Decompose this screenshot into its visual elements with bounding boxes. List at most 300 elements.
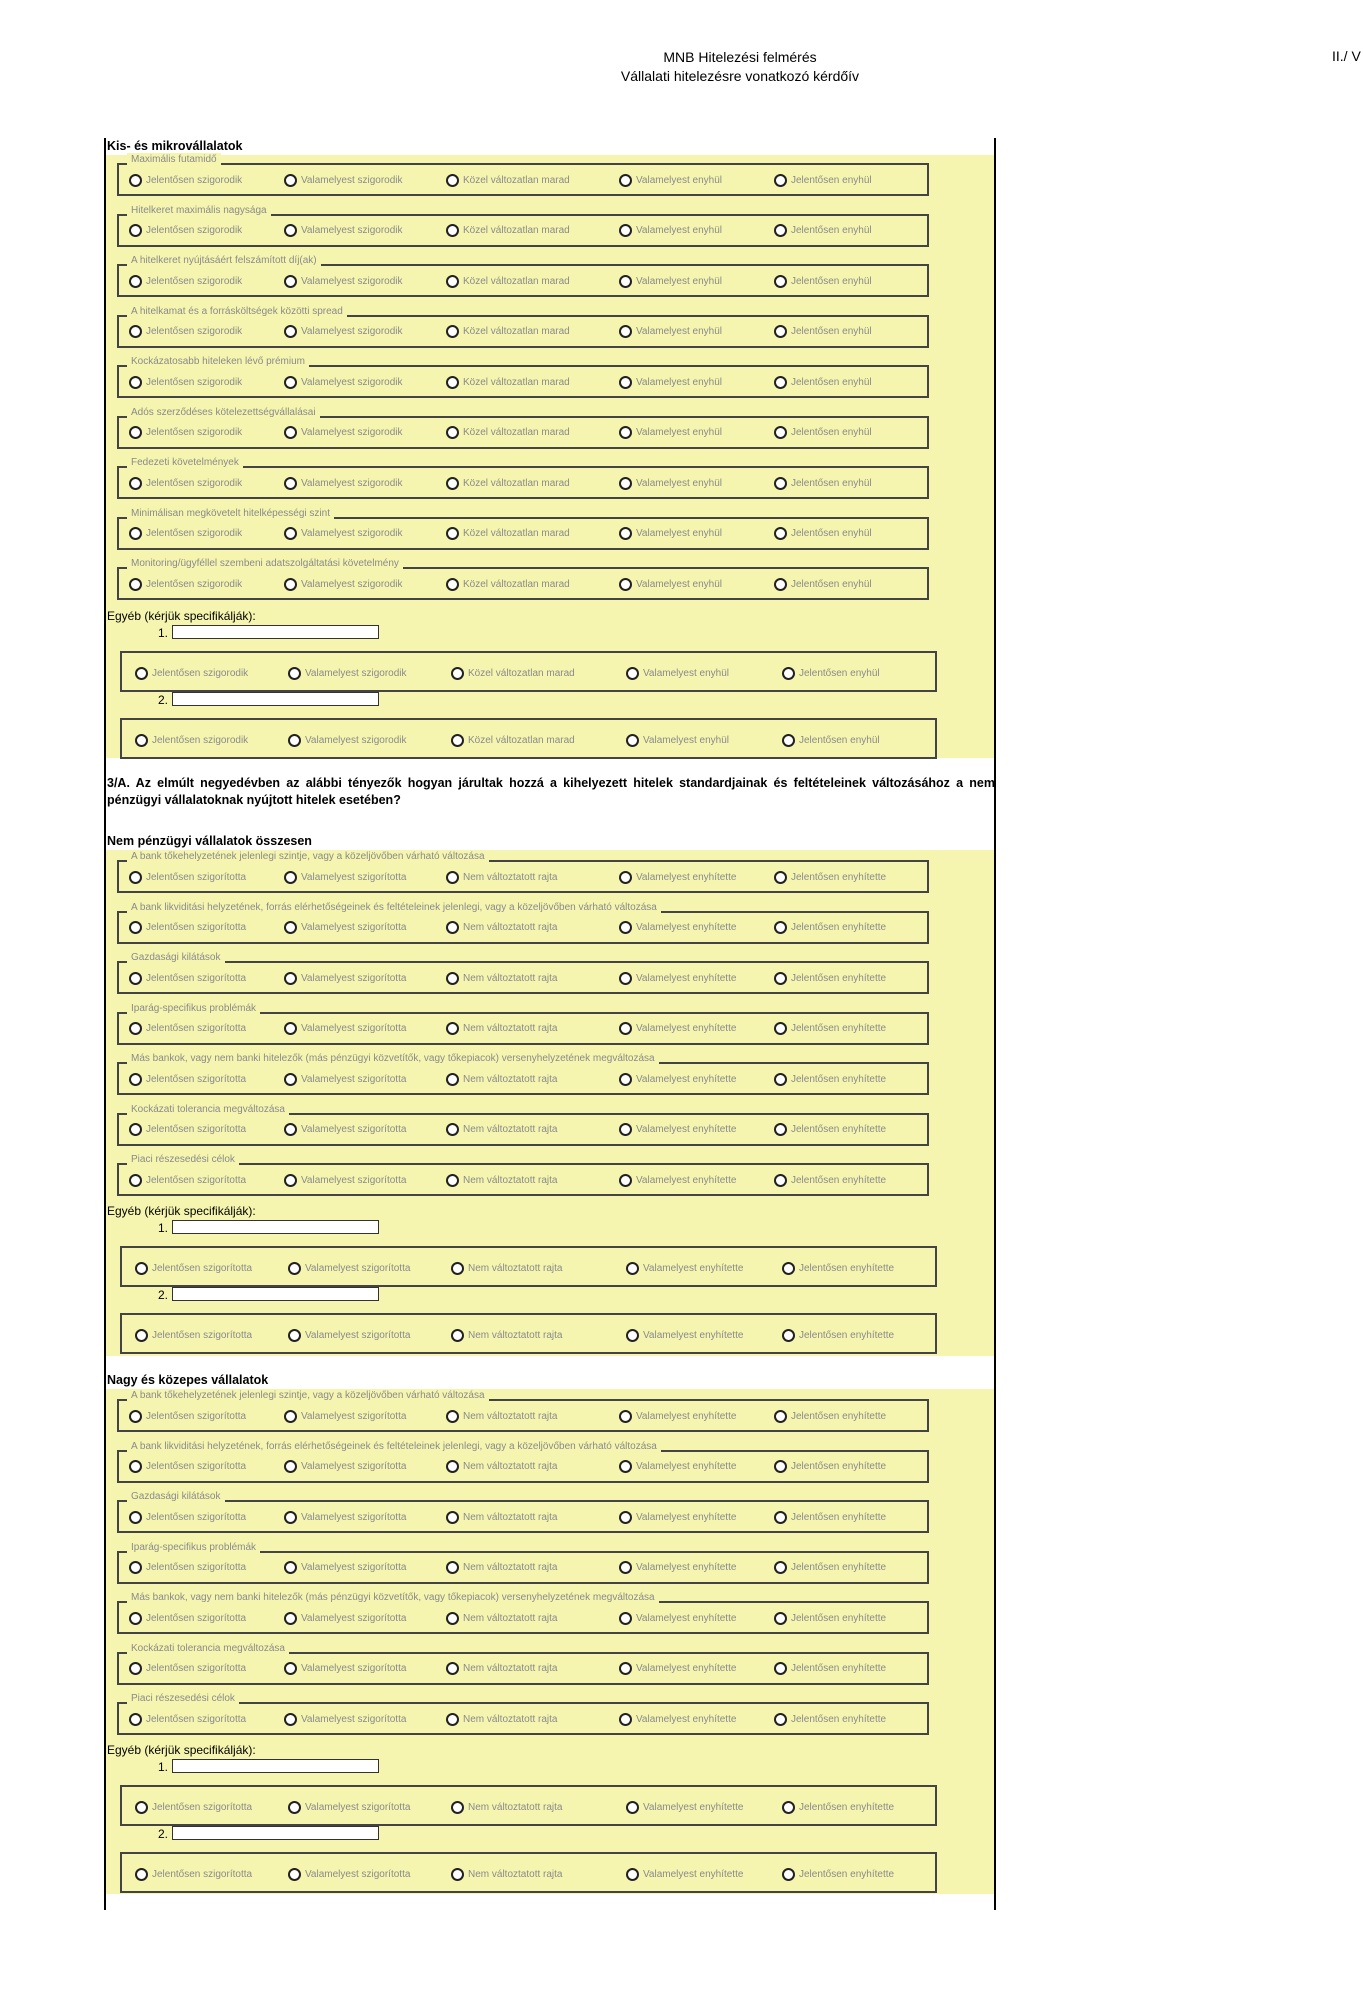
radio-circle-icon[interactable] [782, 1329, 795, 1342]
radio-option[interactable] [619, 970, 736, 986]
radio-option[interactable] [626, 1799, 743, 1815]
radio-circle-icon[interactable] [774, 527, 787, 540]
radio-option[interactable] [774, 1610, 886, 1626]
radio-option[interactable] [135, 1327, 252, 1343]
radio-option[interactable] [774, 475, 872, 491]
radio-circle-icon[interactable] [619, 477, 632, 490]
radio-option[interactable] [782, 1866, 894, 1882]
radio-circle-icon[interactable] [451, 734, 464, 747]
radio-option[interactable] [288, 732, 407, 748]
radio-circle-icon[interactable] [446, 527, 459, 540]
radio-option[interactable] [619, 223, 722, 239]
radio-option[interactable] [626, 1327, 743, 1343]
radio-circle-icon[interactable] [446, 1460, 459, 1473]
radio-option[interactable] [446, 1172, 557, 1188]
radio-option[interactable] [135, 1866, 252, 1882]
radio-option[interactable] [619, 869, 736, 885]
radio-circle-icon[interactable] [774, 1174, 787, 1187]
radio-circle-icon[interactable] [619, 1174, 632, 1187]
radio-option[interactable] [774, 1122, 886, 1138]
radio-option[interactable] [619, 526, 722, 542]
radio-circle-icon[interactable] [288, 667, 301, 680]
radio-circle-icon[interactable] [129, 972, 142, 985]
radio-option[interactable] [446, 526, 570, 542]
radio-circle-icon[interactable] [129, 1713, 142, 1726]
radio-option[interactable] [619, 1459, 736, 1475]
radio-option[interactable] [774, 576, 872, 592]
radio-circle-icon[interactable] [284, 477, 297, 490]
radio-option[interactable] [451, 1799, 562, 1815]
radio-circle-icon[interactable] [284, 871, 297, 884]
radio-circle-icon[interactable] [774, 426, 787, 439]
radio-circle-icon[interactable] [284, 376, 297, 389]
radio-circle-icon[interactable] [284, 1460, 297, 1473]
radio-option[interactable] [774, 1172, 886, 1188]
radio-circle-icon[interactable] [129, 275, 142, 288]
other-input[interactable] [172, 1287, 379, 1301]
radio-circle-icon[interactable] [446, 224, 459, 237]
radio-option[interactable] [284, 374, 403, 390]
other-input[interactable] [172, 1220, 379, 1234]
radio-circle-icon[interactable] [284, 527, 297, 540]
radio-option[interactable] [129, 1560, 246, 1576]
radio-circle-icon[interactable] [129, 224, 142, 237]
radio-circle-icon[interactable] [774, 477, 787, 490]
radio-circle-icon[interactable] [446, 1410, 459, 1423]
radio-option[interactable] [288, 1799, 410, 1815]
radio-option[interactable] [284, 1459, 406, 1475]
radio-option[interactable] [288, 1260, 410, 1276]
radio-option[interactable] [288, 665, 407, 681]
radio-option-label: Valamelyest enyhítette [636, 1124, 737, 1135]
radio-circle-icon[interactable] [619, 275, 632, 288]
radio-option[interactable] [626, 1866, 743, 1882]
radio-option[interactable] [774, 374, 872, 390]
radio-option[interactable] [619, 1071, 736, 1087]
radio-option[interactable] [451, 665, 575, 681]
radio-option[interactable] [129, 1459, 246, 1475]
radio-option[interactable] [626, 732, 729, 748]
radio-circle-icon[interactable] [284, 1662, 297, 1675]
radio-circle-icon[interactable] [774, 376, 787, 389]
radio-circle-icon[interactable] [619, 224, 632, 237]
radio-option[interactable] [284, 1661, 406, 1677]
radio-option[interactable] [782, 665, 880, 681]
radio-circle-icon[interactable] [446, 972, 459, 985]
radio-option[interactable] [619, 1560, 736, 1576]
radio-option[interactable] [446, 869, 557, 885]
radio-circle-icon[interactable] [774, 1460, 787, 1473]
radio-circle-icon[interactable] [774, 275, 787, 288]
radio-circle-icon[interactable] [774, 1511, 787, 1524]
radio-option[interactable] [284, 1172, 406, 1188]
radio-circle-icon[interactable] [619, 1410, 632, 1423]
radio-circle-icon[interactable] [284, 1511, 297, 1524]
radio-option[interactable] [782, 1327, 894, 1343]
radio-option[interactable] [446, 324, 570, 340]
radio-circle-icon[interactable] [774, 1073, 787, 1086]
radio-circle-icon[interactable] [619, 972, 632, 985]
radio-circle-icon[interactable] [774, 578, 787, 591]
radio-circle-icon[interactable] [446, 1022, 459, 1035]
radio-option[interactable] [129, 425, 242, 441]
radio-option[interactable] [782, 732, 880, 748]
radio-option[interactable] [619, 1661, 736, 1677]
radio-circle-icon[interactable] [446, 376, 459, 389]
radio-circle-icon[interactable] [446, 1073, 459, 1086]
radio-option[interactable] [774, 273, 872, 289]
radio-option[interactable] [619, 1509, 736, 1525]
radio-circle-icon[interactable] [782, 667, 795, 680]
radio-circle-icon[interactable] [129, 1174, 142, 1187]
radio-circle-icon[interactable] [626, 1868, 639, 1881]
radio-option[interactable] [619, 324, 722, 340]
question-item-label: Kockázati tolerancia megváltozása [127, 1642, 289, 1655]
other-input[interactable] [172, 1826, 379, 1840]
radio-circle-icon[interactable] [129, 1123, 142, 1136]
radio-option[interactable] [782, 1260, 894, 1276]
radio-circle-icon[interactable] [774, 1612, 787, 1625]
radio-circle-icon[interactable] [129, 527, 142, 540]
radio-option[interactable] [446, 1408, 557, 1424]
radio-circle-icon[interactable] [284, 1022, 297, 1035]
radio-circle-icon[interactable] [774, 1123, 787, 1136]
radio-circle-icon[interactable] [626, 667, 639, 680]
radio-circle-icon[interactable] [129, 921, 142, 934]
radio-option[interactable] [774, 223, 872, 239]
radio-option[interactable] [446, 1459, 557, 1475]
radio-option[interactable] [284, 1509, 406, 1525]
radio-circle-icon[interactable] [446, 1713, 459, 1726]
radio-circle-icon[interactable] [619, 1460, 632, 1473]
radio-circle-icon[interactable] [619, 174, 632, 187]
radio-circle-icon[interactable] [129, 1460, 142, 1473]
radio-option[interactable] [129, 475, 242, 491]
radio-option[interactable] [284, 324, 403, 340]
radio-circle-icon[interactable] [135, 667, 148, 680]
radio-option[interactable] [774, 1071, 886, 1087]
radio-circle-icon[interactable] [451, 1329, 464, 1342]
radio-circle-icon[interactable] [446, 275, 459, 288]
radio-circle-icon[interactable] [135, 1262, 148, 1275]
radio-option[interactable] [619, 1021, 736, 1037]
radio-option[interactable] [451, 1260, 562, 1276]
radio-option[interactable] [284, 1122, 406, 1138]
radio-circle-icon[interactable] [619, 1713, 632, 1726]
radio-option[interactable] [774, 526, 872, 542]
radio-option[interactable] [774, 1408, 886, 1424]
other-option-group [120, 718, 937, 759]
radio-circle-icon[interactable] [774, 921, 787, 934]
radio-option[interactable] [774, 1661, 886, 1677]
radio-circle-icon[interactable] [619, 325, 632, 338]
other-input[interactable] [172, 1759, 379, 1773]
radio-circle-icon[interactable] [782, 1801, 795, 1814]
radio-circle-icon[interactable] [129, 1612, 142, 1625]
radio-circle-icon[interactable] [446, 1662, 459, 1675]
radio-option[interactable] [774, 425, 872, 441]
radio-option[interactable] [446, 970, 557, 986]
radio-option[interactable] [774, 172, 872, 188]
radio-option[interactable] [129, 576, 242, 592]
radio-circle-icon[interactable] [774, 1410, 787, 1423]
radio-option[interactable] [288, 1866, 410, 1882]
radio-circle-icon[interactable] [284, 1713, 297, 1726]
radio-circle-icon[interactable] [129, 1561, 142, 1574]
radio-option[interactable] [284, 576, 403, 592]
radio-option[interactable] [129, 374, 242, 390]
radio-option[interactable] [774, 324, 872, 340]
radio-option[interactable] [284, 1560, 406, 1576]
radio-circle-icon[interactable] [284, 578, 297, 591]
radio-option[interactable] [619, 1172, 736, 1188]
radio-circle-icon[interactable] [446, 578, 459, 591]
radio-circle-icon[interactable] [288, 1262, 301, 1275]
radio-circle-icon[interactable] [619, 426, 632, 439]
radio-option[interactable] [284, 223, 403, 239]
radio-circle-icon[interactable] [288, 1329, 301, 1342]
radio-option[interactable] [129, 869, 246, 885]
radio-option[interactable] [135, 732, 248, 748]
radio-circle-icon[interactable] [284, 426, 297, 439]
radio-option[interactable] [135, 1260, 252, 1276]
radio-circle-icon[interactable] [446, 426, 459, 439]
radio-option[interactable] [284, 1408, 406, 1424]
radio-circle-icon[interactable] [129, 174, 142, 187]
radio-option[interactable] [129, 970, 246, 986]
radio-option[interactable] [619, 172, 722, 188]
radio-circle-icon[interactable] [284, 972, 297, 985]
radio-circle-icon[interactable] [774, 1713, 787, 1726]
radio-circle-icon[interactable] [129, 1511, 142, 1524]
radio-option[interactable] [774, 1711, 886, 1727]
radio-circle-icon[interactable] [774, 174, 787, 187]
radio-option[interactable] [619, 374, 722, 390]
radio-option[interactable] [446, 1021, 557, 1037]
radio-option[interactable] [451, 732, 575, 748]
radio-circle-icon[interactable] [129, 1073, 142, 1086]
other-input[interactable] [172, 692, 379, 706]
radio-circle-icon[interactable] [284, 1174, 297, 1187]
radio-circle-icon[interactable] [446, 1612, 459, 1625]
radio-option[interactable] [626, 1260, 743, 1276]
radio-circle-icon[interactable] [129, 1022, 142, 1035]
radio-option[interactable] [135, 1799, 252, 1815]
radio-option[interactable] [284, 869, 406, 885]
radio-option[interactable] [446, 223, 570, 239]
radio-option[interactable] [129, 1408, 246, 1424]
radio-option[interactable] [774, 1509, 886, 1525]
radio-circle-icon[interactable] [129, 426, 142, 439]
radio-option[interactable] [446, 475, 570, 491]
radio-circle-icon[interactable] [626, 734, 639, 747]
radio-option[interactable] [129, 1661, 246, 1677]
radio-circle-icon[interactable] [129, 1410, 142, 1423]
radio-option[interactable] [284, 1711, 406, 1727]
radio-option[interactable] [774, 920, 886, 936]
radio-circle-icon[interactable] [129, 477, 142, 490]
radio-option[interactable] [129, 920, 246, 936]
radio-circle-icon[interactable] [129, 376, 142, 389]
radio-option[interactable] [284, 1071, 406, 1087]
radio-circle-icon[interactable] [774, 325, 787, 338]
radio-circle-icon[interactable] [782, 1262, 795, 1275]
radio-circle-icon[interactable] [446, 325, 459, 338]
radio-circle-icon[interactable] [135, 1329, 148, 1342]
radio-circle-icon[interactable] [619, 1662, 632, 1675]
radio-circle-icon[interactable] [288, 1868, 301, 1881]
radio-circle-icon[interactable] [284, 1612, 297, 1625]
radio-circle-icon[interactable] [619, 376, 632, 389]
radio-option[interactable] [284, 970, 406, 986]
radio-circle-icon[interactable] [446, 1174, 459, 1187]
radio-option[interactable] [284, 920, 406, 936]
radio-option[interactable] [619, 425, 722, 441]
radio-circle-icon[interactable] [774, 1022, 787, 1035]
radio-circle-icon[interactable] [446, 174, 459, 187]
radio-option[interactable] [446, 374, 570, 390]
radio-option[interactable] [774, 1560, 886, 1576]
radio-option[interactable] [619, 1122, 736, 1138]
radio-circle-icon[interactable] [135, 734, 148, 747]
radio-option-label: Jelentősen szigorította [152, 1262, 253, 1274]
radio-option[interactable] [129, 1509, 246, 1525]
radio-circle-icon[interactable] [284, 1073, 297, 1086]
radio-option[interactable] [129, 1711, 246, 1727]
radio-option[interactable] [284, 273, 403, 289]
radio-circle-icon[interactable] [284, 1410, 297, 1423]
radio-option[interactable] [619, 475, 722, 491]
radio-option[interactable] [774, 869, 886, 885]
radio-option[interactable] [619, 1711, 736, 1727]
radio-circle-icon[interactable] [619, 871, 632, 884]
radio-option[interactable] [284, 475, 403, 491]
radio-circle-icon[interactable] [288, 734, 301, 747]
radio-circle-icon[interactable] [446, 921, 459, 934]
radio-circle-icon[interactable] [446, 477, 459, 490]
radio-circle-icon[interactable] [619, 1612, 632, 1625]
radio-circle-icon[interactable] [626, 1801, 639, 1814]
radio-circle-icon[interactable] [619, 527, 632, 540]
radio-circle-icon[interactable] [446, 871, 459, 884]
radio-circle-icon[interactable] [774, 1561, 787, 1574]
radio-option[interactable] [619, 576, 722, 592]
radio-circle-icon[interactable] [284, 224, 297, 237]
radio-circle-icon[interactable] [782, 1868, 795, 1881]
radio-circle-icon[interactable] [135, 1868, 148, 1881]
radio-circle-icon[interactable] [774, 1662, 787, 1675]
radio-option[interactable] [446, 1661, 557, 1677]
radio-option[interactable] [284, 425, 403, 441]
radio-circle-icon[interactable] [446, 1561, 459, 1574]
radio-circle-icon[interactable] [451, 1801, 464, 1814]
radio-circle-icon[interactable] [782, 734, 795, 747]
radio-circle-icon[interactable] [129, 325, 142, 338]
radio-option[interactable] [284, 172, 403, 188]
radio-option[interactable] [446, 920, 557, 936]
radio-circle-icon[interactable] [619, 1123, 632, 1136]
radio-circle-icon[interactable] [619, 578, 632, 591]
radio-option[interactable] [446, 172, 570, 188]
radio-circle-icon[interactable] [774, 871, 787, 884]
radio-circle-icon[interactable] [451, 1868, 464, 1881]
radio-circle-icon[interactable] [774, 224, 787, 237]
radio-circle-icon[interactable] [135, 1801, 148, 1814]
radio-option[interactable] [446, 1610, 557, 1626]
radio-option[interactable] [619, 1408, 736, 1424]
radio-option[interactable] [782, 1799, 894, 1815]
radio-option[interactable] [619, 1610, 736, 1626]
radio-option[interactable] [446, 1560, 557, 1576]
radio-circle-icon[interactable] [626, 1262, 639, 1275]
radio-circle-icon[interactable] [619, 1511, 632, 1524]
radio-option[interactable] [774, 1021, 886, 1037]
radio-option[interactable] [619, 273, 722, 289]
radio-option[interactable] [135, 665, 248, 681]
radio-circle-icon[interactable] [446, 1511, 459, 1524]
radio-option[interactable] [284, 526, 403, 542]
radio-circle-icon[interactable] [284, 1561, 297, 1574]
radio-circle-icon[interactable] [284, 174, 297, 187]
radio-option[interactable] [774, 1459, 886, 1475]
radio-option[interactable] [446, 1509, 557, 1525]
radio-option[interactable] [129, 1071, 246, 1087]
radio-circle-icon[interactable] [774, 972, 787, 985]
radio-circle-icon[interactable] [284, 1123, 297, 1136]
other-input[interactable] [172, 625, 379, 639]
radio-option[interactable] [451, 1327, 562, 1343]
radio-circle-icon[interactable] [451, 1262, 464, 1275]
radio-option[interactable] [129, 324, 242, 340]
radio-option[interactable] [284, 1610, 406, 1626]
radio-option[interactable] [129, 1122, 246, 1138]
radio-option[interactable] [451, 1866, 562, 1882]
radio-circle-icon[interactable] [284, 921, 297, 934]
radio-option[interactable] [129, 1021, 246, 1037]
radio-option[interactable] [446, 1122, 557, 1138]
radio-option[interactable] [626, 665, 729, 681]
radio-option[interactable] [619, 920, 736, 936]
radio-option[interactable] [129, 273, 242, 289]
radio-option[interactable] [284, 1021, 406, 1037]
radio-circle-icon[interactable] [129, 871, 142, 884]
radio-option[interactable] [129, 172, 242, 188]
radio-option[interactable] [774, 970, 886, 986]
radio-option[interactable] [129, 1172, 246, 1188]
radio-option[interactable] [446, 1711, 557, 1727]
radio-circle-icon[interactable] [288, 1801, 301, 1814]
radio-option[interactable] [288, 1327, 410, 1343]
radio-option[interactable] [446, 576, 570, 592]
radio-circle-icon[interactable] [451, 667, 464, 680]
radio-circle-icon[interactable] [626, 1329, 639, 1342]
radio-option[interactable] [129, 223, 242, 239]
radio-circle-icon[interactable] [284, 325, 297, 338]
radio-option[interactable] [446, 273, 570, 289]
radio-circle-icon[interactable] [619, 921, 632, 934]
radio-circle-icon[interactable] [446, 1123, 459, 1136]
radio-option[interactable] [446, 425, 570, 441]
radio-option[interactable] [129, 526, 242, 542]
radio-circle-icon[interactable] [619, 1022, 632, 1035]
radio-circle-icon[interactable] [284, 275, 297, 288]
radio-option[interactable] [446, 1071, 557, 1087]
radio-circle-icon[interactable] [129, 1662, 142, 1675]
radio-option[interactable] [129, 1610, 246, 1626]
radio-circle-icon[interactable] [619, 1073, 632, 1086]
radio-circle-icon[interactable] [129, 578, 142, 591]
radio-circle-icon[interactable] [619, 1561, 632, 1574]
